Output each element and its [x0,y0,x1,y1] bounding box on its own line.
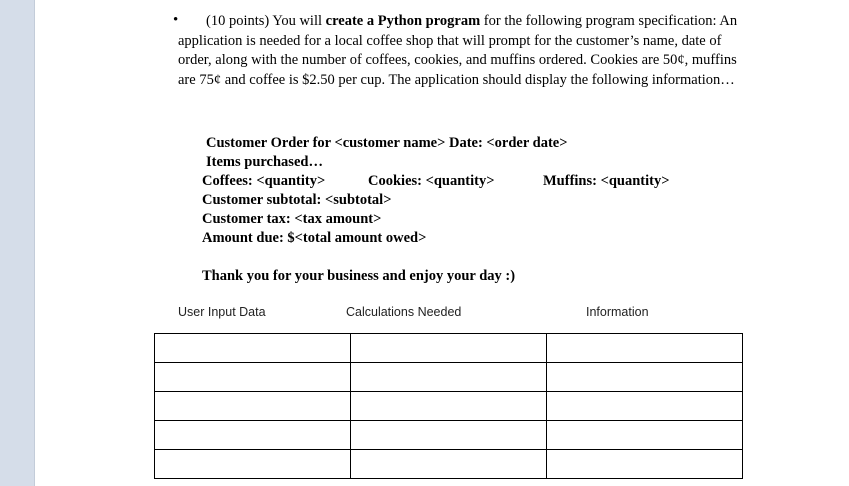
order-subtotal: Customer subtotal: <subtotal> [202,192,392,208]
table-row [155,421,743,450]
table-cell[interactable] [155,421,351,450]
order-tax: Customer tax: <tax amount> [202,211,382,227]
table-cell[interactable] [351,421,547,450]
spec-text: for the following program specification: An application is needed for a local coffee shop that will prompt for the customer’s name, date of order, along with the number of coffees, cookies, and muffins ordered. Cookies are 50¢, muffins are 75¢ and coffee is $2.50 per cup. The application should display the following information… [178,13,738,88]
table-cell[interactable] [155,363,351,392]
table-cell[interactable] [547,421,743,450]
order-amount-due: Amount due: $<total amount owed> [202,230,427,246]
table-cell[interactable] [547,334,743,363]
table-cell[interactable] [547,392,743,421]
table-cell[interactable] [351,450,547,479]
table-cell[interactable] [547,450,743,479]
table-row [155,334,743,363]
order-cookies: Cookies: <quantity> [368,173,495,189]
planning-table [154,333,743,479]
table-cell[interactable] [351,363,547,392]
table-cell[interactable] [155,334,351,363]
points-text: (10 points) You will [206,13,326,29]
order-coffees: Coffees: <quantity> [202,173,326,189]
order-thanks: Thank you for your business and enjoy your day :) [202,268,516,284]
order-muffins: Muffins: <quantity> [543,173,670,189]
document-left-margin [0,0,35,486]
assignment-paragraph [178,12,738,90]
order-line-1: Customer Order for <customer name> Date: <order date> [206,135,568,151]
table-row [155,392,743,421]
table-cell[interactable] [351,334,547,363]
table-cell[interactable] [155,450,351,479]
bullet-icon: • [173,12,179,28]
bold-python: create a Python program [325,13,481,29]
table-row [155,363,743,392]
table-cell[interactable] [351,392,547,421]
table-cell[interactable] [547,363,743,392]
order-line-2: Items purchased… [206,154,323,170]
table-cell[interactable] [155,392,351,421]
header-user-input: User Input Data [178,305,266,319]
header-information: Information [586,305,649,319]
table-row [155,450,743,479]
header-calculations: Calculations Needed [346,305,462,319]
